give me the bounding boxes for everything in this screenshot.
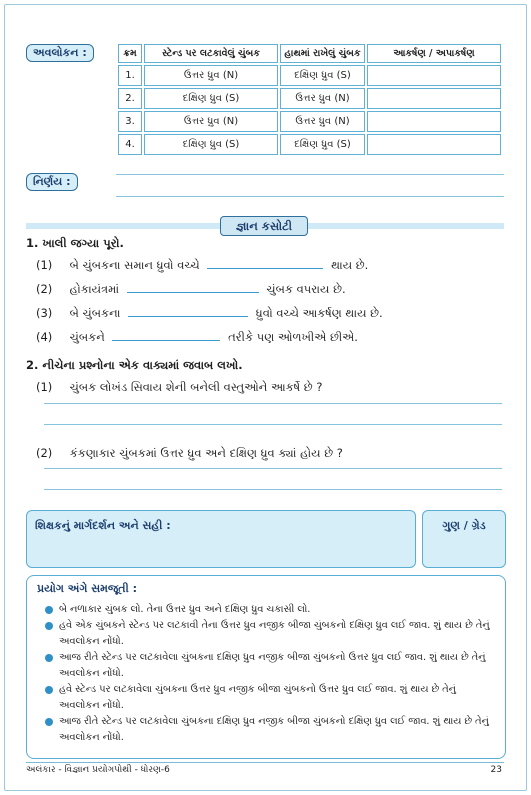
q2-item (36, 380, 322, 395)
item-number: (2) (36, 446, 53, 460)
q2-item (36, 446, 343, 461)
table-cell: 3. (118, 111, 142, 132)
item-text: ધ્રુવો વચ્ચે આકર્ષણ થાય છે. (255, 306, 383, 320)
grade-panel[interactable] (422, 510, 506, 568)
notes-title: પ્રયોગ અંગે સમજૂતી : (37, 582, 137, 595)
bullet-text: આજ રીતે સ્ટેન્ડ પર લટકાવેલા ચુંબકના દક્ષિણ ધ્રુવ નજીક બીજા ચુંબકનો દક્ષિણ ધ્રુવ લઈ જાવ. શું થાય છે તેનું અવલોકન નોંધો. (59, 716, 489, 743)
q1-item (36, 306, 383, 321)
table-cell: ઉત્તર ધ્રુવ (N) (280, 111, 365, 132)
table-row (118, 65, 501, 86)
bullet-icon (45, 622, 53, 630)
bullet-text: હવે સ્ટેન્ડ પર લટકાવેલા ચુંબકના ઉત્તર ધ્રુવ નજીક બીજા ચુંબકનો ઉત્તર ધ્રુવ લઈ જાવ. શું થાય છે તેનું અવલોકન નોંધો. (59, 684, 456, 711)
footer-book-title: અલંકાર - વિજ્ઞાન પ્રયોગપોથી - ધોરણ-6 (26, 765, 170, 775)
table-cell: ઉત્તર ધ્રુવ (N) (144, 65, 278, 86)
bullet-icon (45, 718, 53, 726)
item-number: (3) (36, 306, 53, 320)
item-text: બે ચુંબકના સમાન ધ્રુવો વચ્ચે (69, 258, 200, 272)
list-item (45, 602, 495, 618)
answer-cell[interactable] (367, 111, 501, 132)
answer-line[interactable] (44, 403, 502, 404)
section-badge: જ્ઞાન કસોટી (220, 216, 308, 236)
teacher-label: શિક્ષકનું માર્ગદર્શન અને સહી : (35, 519, 171, 532)
answer-line[interactable] (44, 424, 502, 425)
conclusion-line[interactable] (116, 196, 504, 197)
item-text: તરીકે પણ ઓળખીએ છીએ. (228, 330, 358, 344)
q1-item (36, 330, 358, 345)
item-text: ચુંબક લોખંડ સિવાય શેની બનેલી વસ્તુઓને આકર્ષે છે ? (69, 380, 323, 394)
table-row (118, 111, 501, 132)
header-hand-magnet: હાથમાં રાખેલું ચુંબક (280, 44, 365, 63)
bullet-icon (45, 606, 53, 614)
conclusion-line[interactable] (116, 174, 504, 175)
item-text: ચુંબકને (69, 330, 105, 344)
table-cell: 2. (118, 88, 142, 109)
bullet-text: બે નળાકાર ચુંબક લો. તેના ઉત્તર ધ્રુવ અને દક્ષિણ ધ્રુવ ચકાસી લો. (59, 604, 311, 615)
item-text: ચુંબક વપરાય છે. (266, 282, 346, 296)
blank-line[interactable] (127, 292, 259, 293)
table-cell: દક્ષિણ ધ્રુવ (S) (144, 134, 278, 155)
table-row (118, 134, 501, 155)
list-item (45, 618, 495, 650)
table-cell: ઉત્તર ધ્રુવ (N) (280, 88, 365, 109)
table-cell: દક્ષિણ ધ્રુવ (S) (280, 134, 365, 155)
bullet-text: આજ રીતે સ્ટેન્ડ પર લટકાવેલા ચુંબકના દક્ષિણ ધ્રુવ નજીક બીજા ચુંબકનો ઉત્તર ધ્રુવ લઈ જાવ. શું થાય છે તેનું અવલોકન નોંધો. (59, 652, 486, 679)
blank-line[interactable] (112, 340, 220, 341)
item-text: કંકણાકાર ચુંબકમાં ઉત્તર ધ્રુવ અને દક્ષિણ ધ્રુવ ક્યાં હોય છે ? (69, 446, 343, 460)
item-number: (4) (36, 330, 53, 344)
item-text: બે ચુંબકના (69, 306, 121, 320)
table-cell: દક્ષિણ ધ્રુવ (S) (144, 88, 278, 109)
table-cell: ઉત્તર ધ્રુવ (N) (144, 111, 278, 132)
table-row (118, 88, 501, 109)
bullet-text: હવે એક ચુંબકને સ્ટેન્ડ પર લટકાવી તેના ઉત્તર ધ્રુવ નજીક બીજા ચુંબકનો દક્ષિણ ધ્રુવ લઈ જાવ. શું થાય છે તેનું અવલોકન નોંધો. (59, 620, 490, 647)
q1-heading: 1. ખાલી જગ્યા પૂરો. (26, 236, 124, 250)
q2-heading: 2. નીચેના પ્રશ્નોના એક વાક્યમાં જવાબ લખો. (26, 358, 243, 372)
table-header-row (118, 44, 501, 63)
page-number: 23 (490, 765, 502, 775)
item-number: (1) (36, 258, 53, 272)
grade-label: ગુણ / ગ્રેડ (442, 519, 486, 532)
q1-item (36, 282, 346, 297)
table-cell: 4. (118, 134, 142, 155)
header-attraction-repulsion: આકર્ષણ / અપાકર્ષણ (367, 44, 501, 63)
table-cell: દક્ષિણ ધ્રુવ (S) (280, 65, 365, 86)
item-number: (1) (36, 380, 53, 394)
observation-label: અવલોકન : (26, 44, 94, 62)
header-serial: ક્રમ (118, 44, 142, 63)
table-cell: 1. (118, 65, 142, 86)
answer-cell[interactable] (367, 134, 501, 155)
q1-item (36, 258, 368, 273)
item-text: હોકાયંત્રમાં (69, 282, 120, 296)
answer-line[interactable] (44, 468, 502, 469)
list-item (45, 650, 495, 682)
list-item (45, 714, 495, 746)
blank-line[interactable] (207, 268, 323, 269)
notes-list (45, 602, 495, 746)
answer-line[interactable] (44, 489, 502, 490)
blank-line[interactable] (128, 316, 248, 317)
teacher-panel[interactable] (26, 510, 416, 568)
answer-cell[interactable] (367, 88, 501, 109)
observation-table (116, 42, 503, 157)
answer-cell[interactable] (367, 65, 501, 86)
page-footer (26, 762, 504, 775)
bullet-icon (45, 654, 53, 662)
list-item (45, 682, 495, 714)
item-number: (2) (36, 282, 53, 296)
item-text: થાય છે. (331, 258, 369, 272)
conclusion-label: નિર્ણય : (26, 173, 78, 191)
bullet-icon (45, 686, 53, 694)
experiment-notes-box (26, 575, 506, 759)
header-hanging-magnet: સ્ટેન્ડ પર લટકાવેલું ચુંબક (144, 44, 278, 63)
